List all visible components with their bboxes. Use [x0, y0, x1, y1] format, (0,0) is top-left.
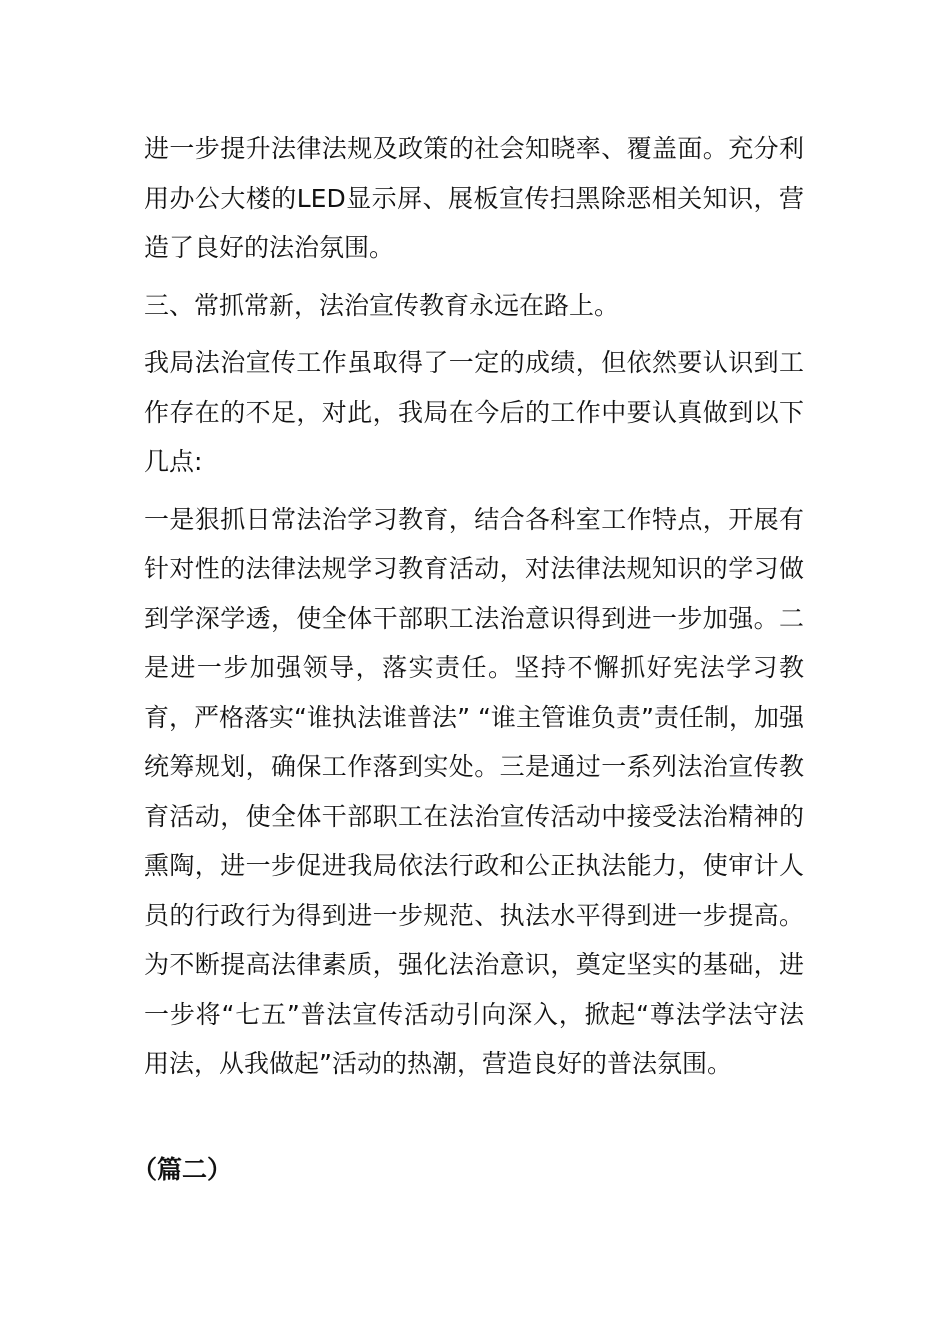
document-body [144, 124, 804, 1097]
paragraph-shortcomings: 我局法治宣传工作虽取得了一定的成绩，但依然要认识到工作存在的不足，对此，我局在今后的工作中要认真做到以下几点: [144, 348, 804, 476]
paragraph-outreach: 进一步提升法律法规及政策的社会知晓率、覆盖面。充分利用办公大楼的LED显示屏、展板宣传扫黑除恶相关知识，营造了良好的法治氛围。 [144, 134, 804, 262]
section-subtitle: （篇二） [132, 1155, 233, 1184]
section-heading-three: 三、常抓常新，法治宣传教育永远在路上。 [144, 290, 620, 320]
paragraph-measures: 一是狠抓日常法治学习教育，结合各科室工作特点，开展有针对性的法律法规学习教育活动，对法律法规知识的学习做到学深学透，使全体干部职工法治意识得到进一步加强。二是进一步加强领导，落实责任。坚持不懈抓好宪法学习教育，严格落实“谁执法谁普法” “谁主管谁负责”责任制，加强统筹规划，确保工作落到实处。三是通过一系列法治宣传教育活动，使全体干部职工在法治宣传活动中接受法治精神的熏陶，进一步促进我局依法行政和公正执法能力，使审计人员的行政行为得到进一步规范、执法水平得到进一步提高。为不断提高法律素质，强化法治意识，奠定坚实的基础，进一步将“七五”普法宣传活动引向深入，掀起“尊法学法守法用法，从我做起”活动的热潮，营造良好的普法氛围。 [144, 504, 804, 1078]
